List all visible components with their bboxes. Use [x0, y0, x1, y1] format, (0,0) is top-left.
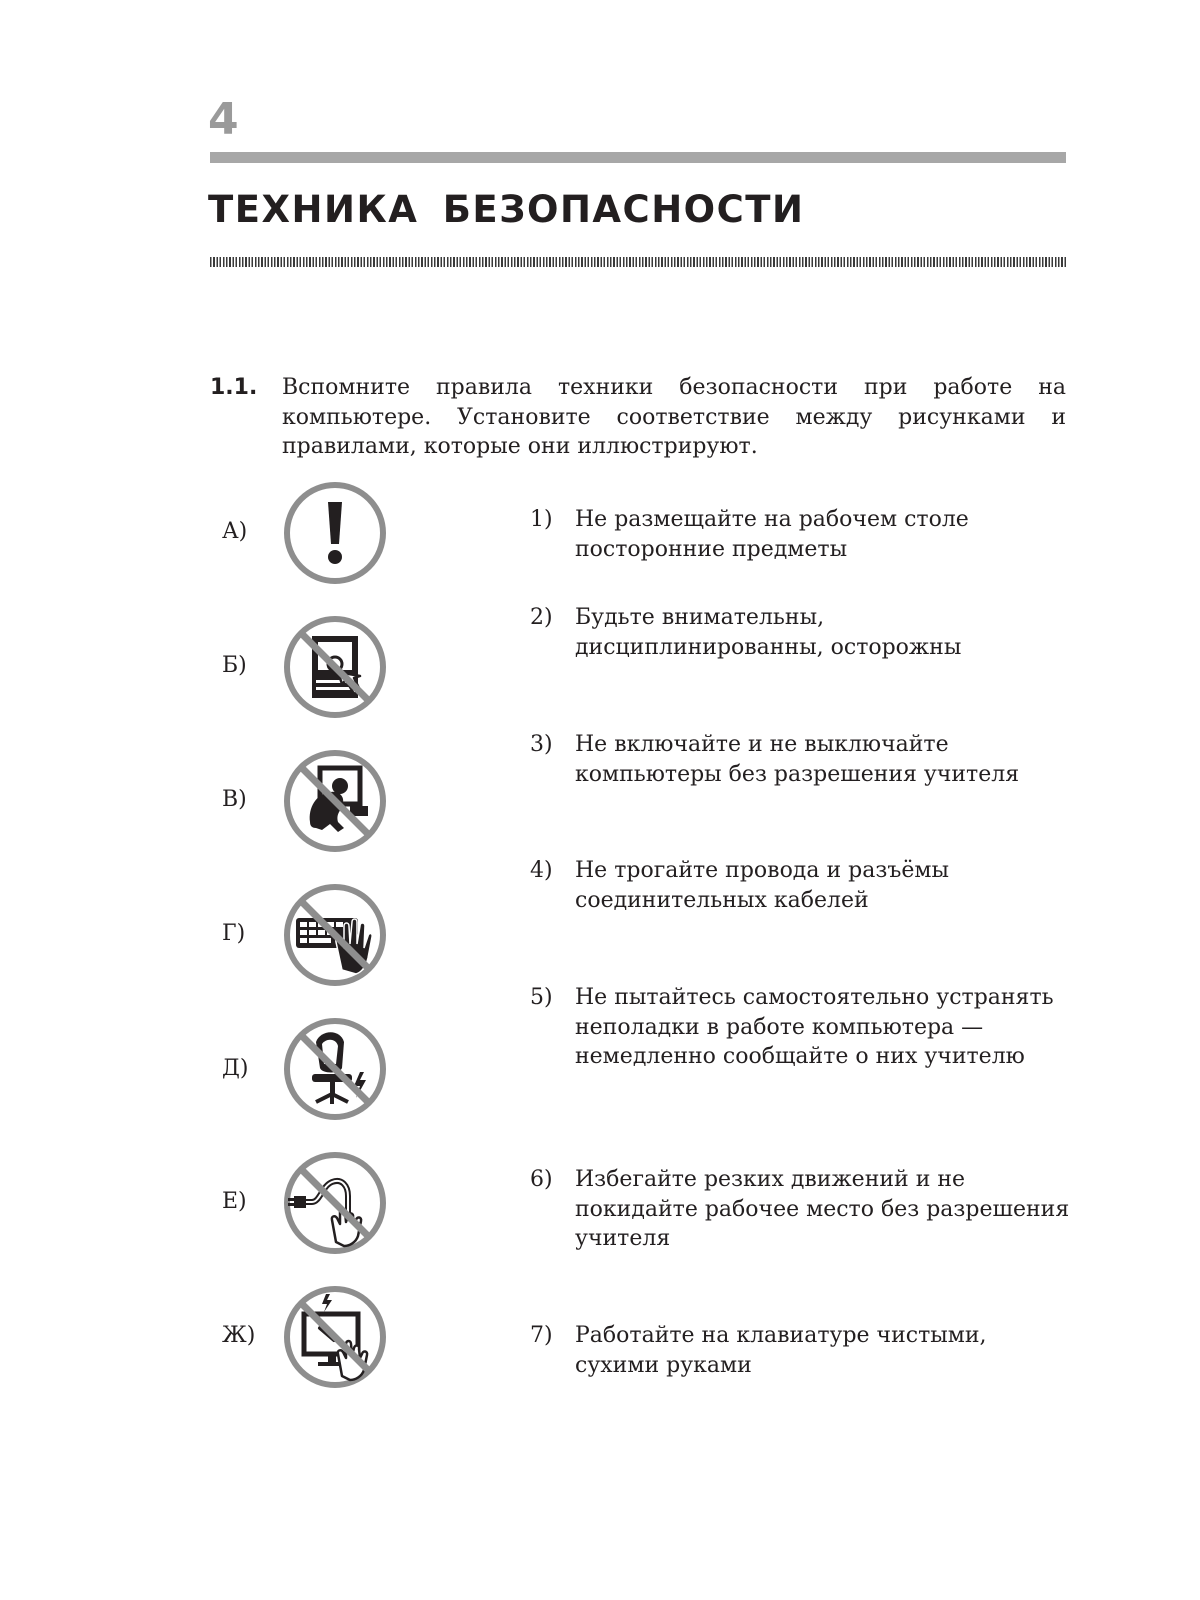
no-touch-computer-icon [282, 614, 388, 720]
rule-text: Не включайте и не выключайте компьютеры без разрешения учителя [575, 732, 1020, 787]
rule-text: Не размещайте на рабочем столе посторонние предметы [575, 507, 969, 562]
chapter-title: ТЕХНИКА БЕЗОПАСНОСТИ [208, 188, 805, 231]
rule-text: Не трогайте провода и разъёмы соединительных кабелей [575, 858, 949, 913]
no-touch-cables-icon [282, 1150, 388, 1256]
picture-letter-g: Г) [222, 921, 246, 946]
rule-number: 2) [530, 605, 553, 630]
chapter-rule [210, 152, 1066, 163]
rule-number: 5) [530, 985, 553, 1010]
exclamation-icon [282, 480, 388, 586]
picture-letter-zh: Ж) [222, 1323, 256, 1348]
rule-text: Не пытайтесь самостоятельно устранять неполадки в работе компьютера — немедленно сообщайте о них учителю [575, 985, 1054, 1069]
picture-letter-e: Е) [222, 1189, 247, 1214]
hatched-divider [210, 257, 1066, 267]
task-number: 1.1. [210, 375, 258, 400]
picture-letter-d: Д) [222, 1056, 249, 1081]
rule-text: Работайте на клавиатуре чистыми, сухими руками [575, 1323, 987, 1378]
no-self-repair-icon [282, 1284, 388, 1390]
task-text: Вспомните правила техники безопасности при работе на компьютере. Установите соответствие между рисунками и правилами, которые они иллюстрируют. [282, 375, 1066, 459]
no-swinging-chair-icon [282, 1016, 388, 1122]
no-leaving-workplace-icon [282, 748, 388, 854]
picture-letter-v: В) [222, 787, 247, 812]
picture-letter-a: А) [222, 519, 248, 544]
rule-number: 4) [530, 858, 553, 883]
no-wet-hands-keyboard-icon [282, 882, 388, 988]
rule-text: Избегайте резких движений и не покидайте рабочее место без разрешения учителя [575, 1167, 1070, 1251]
picture-letter-b: Б) [222, 653, 247, 678]
rule-number: 7) [530, 1323, 553, 1348]
chapter-number: 4 [208, 94, 239, 145]
rule-number: 6) [530, 1167, 553, 1192]
rule-number: 3) [530, 732, 553, 757]
rule-number: 1) [530, 507, 553, 532]
rule-text: Будьте внимательны, дисциплинированны, осторожны [575, 605, 962, 660]
